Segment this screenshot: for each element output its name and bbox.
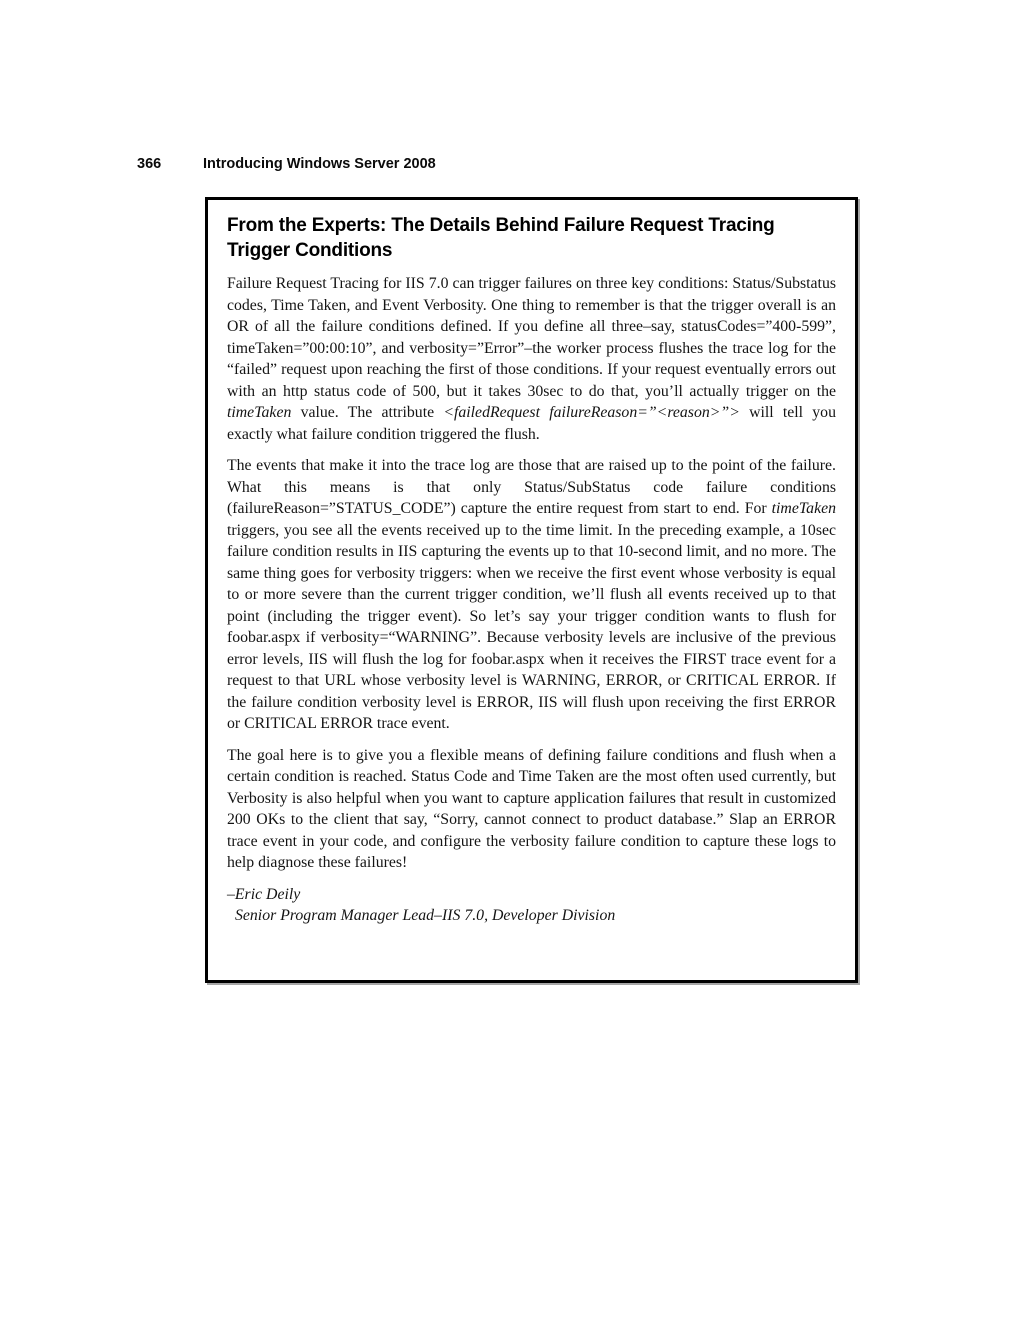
- sidebar-box-title: From the Experts: The Details Behind Failure Request Tracing Trigger Conditions: [227, 215, 775, 261]
- page-number: 366: [137, 156, 162, 172]
- sidebar-paragraph: The events that make it into the trace log are those that are raised up to the point of the failure. What this means is that only Status/SubStatus code failure conditions (failureReason=”STATUS_CODE”) capture the entire request from start to end. For timeTaken triggers, you see all the events received up to the time limit. In the preceding example, a 10sec failure condition results in IIS capturing the events up to that 10-second limit, and no more. The same thing goes for verbosity triggers: when we receive the first event whose verbosity is equal to or more severe than the current trigger condition, we’ll flush all events received up to that point (including the trigger event). So let’s say your trigger condition wants to flush for foobar.aspx if verbosity=“WARNING”. Because verbosity levels are inclusive of the previous error levels, IIS will flush the log for foobar.aspx when it receives the FIRST trace event for a request to that URL whose verbosity level is WARNING, ERROR, or CRITICAL ERROR. If the failure condition verbosity level is ERROR, IIS will flush upon receiving the first ERROR or CRITICAL ERROR trace event.: [227, 457, 836, 732]
- running-header: [137, 156, 436, 172]
- running-header-title: Introducing Windows Server 2008: [203, 156, 436, 172]
- signature-block: [227, 884, 836, 927]
- sidebar-paragraph: Failure Request Tracing for IIS 7.0 can trigger failures on three key conditions: Status/Substatus codes, Time Taken, and Event Verbosity. One thing to remember is that the trigger overall is an OR of all the failure conditions defined. If you define all three–say, statusCodes=”400-599”, timeTaken=”00:00:10”, and verbosity=”Error”–the worker process flushes the trace log for the “failed” request upon reaching the first of those conditions. If your request eventually errors out with an http status code of 500, but it takes 30sec to do that, you’ll actually trigger on the timeTaken value. The attribute <failedRequest failureReason=”<reason>”> will tell you exactly what failure condition triggered the flush.: [227, 275, 836, 443]
- sidebar-paragraph: The goal here is to give you a flexible means of defining failure conditions and flush when a certain condition is reached. Status Code and Time Taken are the most often used currently, but Verbosity is also helpful when you want to capture application failures that result in customized 200 OKs to the client that say, “Sorry, cannot connect to product database.” Slap an ERROR trace event in your code, and configure the verbosity failure condition to capture these logs to help diagnose these failures!: [227, 746, 836, 871]
- signature-role: Senior Program Manager Lead–IIS 7.0, Developer Division: [235, 907, 616, 924]
- expert-sidebar-box: [205, 197, 858, 983]
- signature-author: –Eric Deily: [227, 885, 301, 903]
